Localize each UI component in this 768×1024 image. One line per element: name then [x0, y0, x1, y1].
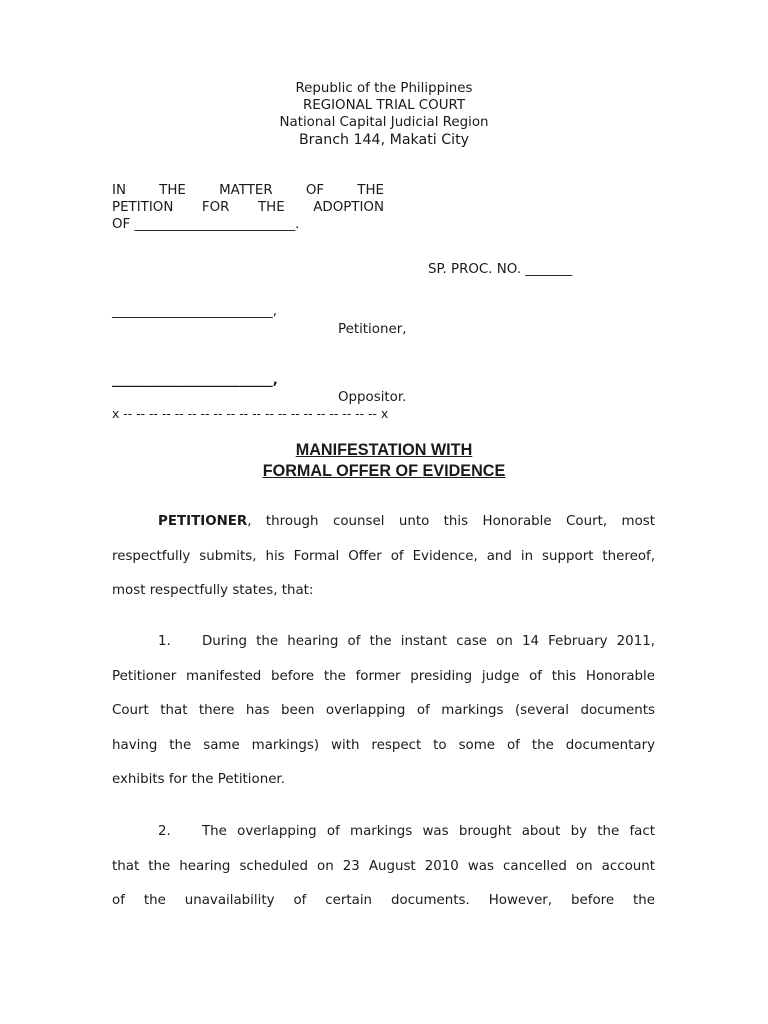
- document-title-line1: MANIFESTATION WITH: [295, 441, 473, 459]
- body-line: having the same markings) with respect to some of the documentary: [112, 737, 655, 753]
- header-republic: Republic of the Philippines: [295, 81, 473, 96]
- body-line: Petitioner manifested before the former presiding judge of this Honorable: [112, 668, 655, 684]
- body-text: , through counsel unto this Honorable Court, most: [247, 514, 655, 529]
- header-region: National Capital Judicial Region: [279, 115, 489, 130]
- body-line: of the unavailability of certain documents. However, before the: [112, 893, 655, 908]
- petitioner-lead: PETITIONER: [158, 514, 248, 529]
- case-number: SP. PROC. NO. _______: [428, 262, 573, 277]
- body-line: exhibits for the Petitioner.: [112, 772, 285, 787]
- petitioner-label: Petitioner,: [338, 322, 407, 337]
- body-line: that the hearing scheduled on 23 August 2010 was cancelled on account: [112, 858, 655, 874]
- document-title-line2: FORMAL OFFER OF EVIDENCE: [262, 462, 506, 480]
- caption-line: IN THE MATTER OF THE: [112, 183, 384, 198]
- body-line: most respectfully states, that:: [112, 583, 314, 598]
- intro-paragraph: [112, 512, 655, 616]
- caption-line: PETITION FOR THE ADOPTION: [112, 200, 384, 215]
- petitioner-blank: ________________________,: [112, 304, 277, 319]
- body-line: [112, 632, 655, 667]
- body-text: During the hearing of the instant case on 14 February 2011,: [202, 634, 655, 649]
- case-caption: [112, 182, 384, 233]
- caption-separator: x -- -- -- -- -- -- -- -- -- -- -- -- -- -- -- -- -- -- -- -- x: [112, 406, 389, 421]
- body-line: [112, 512, 655, 547]
- paragraph-2: [112, 822, 655, 926]
- caption-line: OF ________________________.: [112, 217, 300, 232]
- body-text: The overlapping of markings was brought about by the fact: [202, 824, 655, 839]
- body-line: respectfully submits, his Formal Offer of Evidence, and in support thereof,: [112, 548, 655, 564]
- paragraph-number: 2.: [158, 824, 171, 839]
- body-line: [112, 822, 655, 857]
- oppositor-blank: ________________________,: [112, 373, 278, 388]
- header-court: REGIONAL TRIAL COURT: [302, 98, 466, 113]
- header-branch: Branch 144, Makati City: [298, 132, 470, 148]
- paragraph-1: [112, 632, 655, 805]
- oppositor-label: Oppositor.: [338, 390, 407, 405]
- paragraph-number: 1.: [158, 634, 171, 649]
- body-line: Court that there has been overlapping of markings (several documents: [112, 703, 655, 718]
